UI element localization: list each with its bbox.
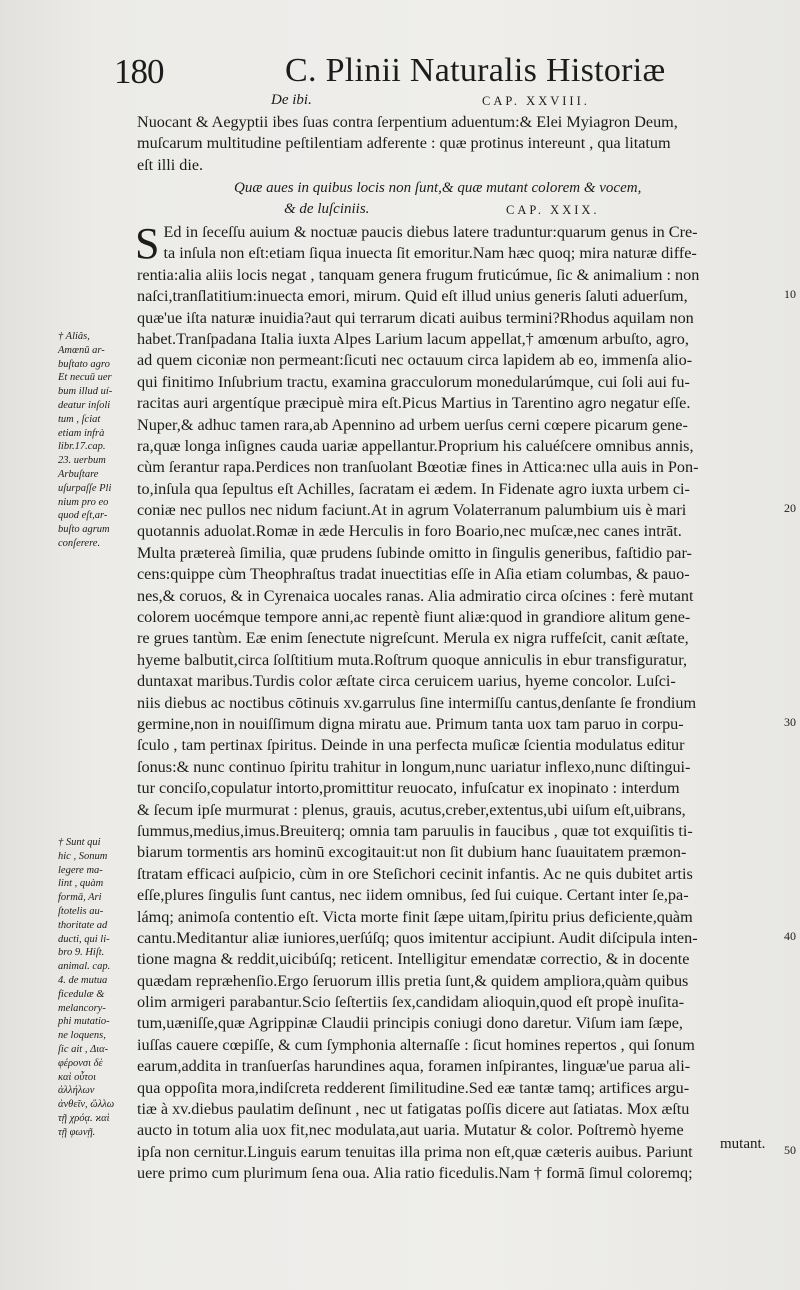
line-number: 10 <box>784 287 796 301</box>
chapter-29-title-line1: Quæ aues in quibus locis non ſunt,& quæ mutant colorem & vocem, <box>234 180 642 196</box>
text-line: eſſe,plures ſingulis ſunt cantus, nec iidem omnibus, ſed ſui cuique. Certant inter ſe,pa- <box>137 886 689 905</box>
text-line: racitas auri argentíque præcipuè mira eſt.Picus Martius in Tarentino agro negatur eſſe. <box>137 394 691 413</box>
chapter-28-title: De ibi. <box>271 92 312 108</box>
note-line: etiam infrà <box>58 427 105 439</box>
text-line: muſcarum multitudine peſtilentiam adferente : quæ protinus intereunt , qua litatum <box>137 134 671 153</box>
text-line: habet.Tranſpadana Italia iuxta Alpes Larium lacum appellat,† amœnum arbuſto, agro, <box>137 329 689 348</box>
text-line: niis diebus ac noctibus cōtinuis xv.garrulus ſine intermiſſu cantus,denſante ſe frondium <box>137 693 697 712</box>
note-line: ἀνθεῖν, ὥλλω <box>58 1099 115 1111</box>
note-line: ſtotelis au- <box>58 905 104 917</box>
text-line: iuſſas cauere cœpiſſe, & cum ſymphonia alternaſſe : ſicut homines repertos , qui ſonum <box>137 1035 695 1054</box>
note-line: ne loquens, <box>58 1030 106 1042</box>
text-line: Multa prætereà ſimilia, quæ prudens ſubinde omitto in ſingulis generibus, faſtidio par- <box>137 543 692 562</box>
text-line: Nuper,& adhuc tamen rara,ab Apennino ad urbem uerſus cerni cœpere picarum gene- <box>137 415 688 434</box>
text-line: tur conciſo,copulatur intorto,promittitur reuocato, infuſcatur ex inopinato : interdum <box>137 779 680 798</box>
text-line: qua oppoſita mora,indiſcreta redderent ſimilitudine.Sed eæ tantæ tamq; artifices argu- <box>137 1078 690 1097</box>
note-line: † Aliâs, <box>58 331 90 342</box>
note-line: lint , quàm <box>58 878 104 890</box>
note-line: Arbuſtare <box>58 468 99 480</box>
text-line: to,inſula qua ſepultus eſt Achilles, ſacratam ei ædem. In Fidenate agro iuxta urbem ci- <box>137 479 690 498</box>
note-line: ducti, qui li- <box>58 933 110 945</box>
note-line: thoritate ad <box>58 919 108 931</box>
note-line: tum , ſciat <box>58 413 101 425</box>
text-line: biarum tormentis ars hominū excogitauit:ut non ſit dubium hanc ſuauitatem præmon- <box>137 843 687 862</box>
note-line: animal. cap. <box>58 961 111 973</box>
text-line: ipſa non cernitur.Linguis earum tenuitas illa prima non eſt,quæ cæteris auibus. Pariunt <box>137 1142 693 1161</box>
text-line: ra,quæ longa inſignes cauda uariæ appellantur.Proprium his caluéſcere omnibus annis, <box>137 436 694 455</box>
text-line: nes,& coruos, & in Cyrenaica uocales ranas. Alia admiratio circa oſcines : ferè mutant <box>137 586 694 605</box>
note-line: conſerere. <box>58 537 101 549</box>
chapter-29-text <box>135 219 777 1185</box>
note-line: ἀλλήλων <box>58 1085 95 1097</box>
text-line: hyeme balbutit,circa ſolſtitium muta.Roſtrum quoque anniculis in ebur transfiguratur, <box>137 650 688 669</box>
text-line: quædam repræhenſio.Ergo ſeruorum illis pretia ſunt,& quidem ampliora,quàm quibus <box>137 971 689 990</box>
note-line: formā, Ari <box>58 892 102 904</box>
text-line: colorem uocémque tempore anni,ac repentè fiunt aliæ:quod in grandiore alitum gene- <box>137 608 691 627</box>
text-line: re grues tantùm. Eæ enim ſenectute nigreſcunt. Merula ex nigra ruffeſcit, canit æſtate, <box>137 629 689 648</box>
text-line: tiæ à xv.diebus paulatim deſinunt , nec ut fatigatas poſſis dicere aut ſatiatas. Mox æſtu <box>137 1100 690 1119</box>
note-line: bum illud uí- <box>58 386 113 398</box>
text-line: Ed in ſeceſſu auium & noctuæ paucis diebus latere traduntur:quarum genus in Cre- <box>163 223 698 241</box>
note-line: deatur inſoli <box>58 399 111 411</box>
note-line: phi mutatio- <box>58 1016 110 1028</box>
note-line: φέρονσι δὲ <box>58 1057 103 1069</box>
text-line: olim armigeri parabantur.Scio ſeſtertiis ſex,candidam alioquin,quod eſt propè inuſita- <box>137 993 685 1012</box>
text-line: uere primo cum plurimum ſena oua. Alia ratio ficedulis.Nam † formā ſimul coloremq; <box>137 1164 693 1183</box>
note-line: καὶ οὗτοι <box>58 1071 97 1083</box>
margin-note-1 <box>58 330 128 551</box>
text-line: earum,addita in tranſuerſas harundines aqua, foramen inſpirantes, linguæ'ue parua ali- <box>137 1057 691 1076</box>
note-line: ſic ait , Δια- <box>58 1043 109 1055</box>
note-line: buſto agrum <box>58 524 110 536</box>
note-line: hic , Sonum <box>58 850 108 862</box>
line-number: 20 <box>784 501 796 515</box>
note-line: † Sunt qui <box>58 837 101 848</box>
text-line: cantu.Meditantur aliæ iuniores,uerſúſq; quos imitentur accipiunt. Audit diſcipula inten- <box>137 928 698 947</box>
text-line: ſonus:& nunc continuo ſpiritu trahitur in longum,nunc uariatur inflexo,nunc diſtingui- <box>137 757 691 776</box>
text-line: quotannis aduolat.Romæ in æde Herculis in foro Boario,nec muſcæ,nec canes intrāt. <box>137 522 682 541</box>
text-line: coniæ nec pullos nec nidum faciunt.At in agrum Volaterranum palumbium uis è mari <box>137 501 687 520</box>
line-number: 40 <box>784 929 796 943</box>
text-line: ta inſula non eſt:etiam ſiqua inuecta ſit emoritur.Nam hæc quoq; mira naturæ diffe- <box>163 244 697 263</box>
line-number: 30 <box>784 715 796 729</box>
note-line: nium pro eo <box>58 496 109 508</box>
note-line: buſtato agro <box>58 358 110 370</box>
note-line: ficedulæ & <box>58 988 105 1000</box>
line-number: 50 <box>784 1143 796 1157</box>
chapter-28-text <box>137 112 777 176</box>
text-line: duntaxat maribus.Turdis color æſtate circa ceruicem uarius, hyeme concolor. Luſci- <box>137 672 676 691</box>
note-line: legere ma- <box>58 864 103 876</box>
note-line: Amœnū ar- <box>58 344 105 356</box>
note-line: uſurpaſſe Pli <box>58 482 112 494</box>
text-line: ſtratam efficaci auſpicio, cùm in ore Steſichori cecinit infantis. Ac ne quis dubitet artis <box>137 864 693 883</box>
note-line: libr.17.cap. <box>58 441 106 453</box>
text-line: aucto in totum alia uox fit,nec modulata,aut uaria. Mutatur & color. Poſtremò hyeme <box>137 1121 684 1140</box>
running-title: C. Plinii Naturalis Historiæ <box>285 52 666 89</box>
note-line: quod eſt,ar- <box>58 510 108 522</box>
note-line: bro 9. Hiſt. <box>58 947 105 959</box>
chapter-28-number: CAP. XXVIII. <box>482 94 590 108</box>
text-line: naſci,tranſlatitium:inuecta emori, mirum. Quid eſt illud unius generis ſaluti aduerſum, <box>137 287 688 306</box>
page-number: 180 <box>114 52 164 91</box>
text-line: lámq; animoſa contentio eſt. Victa morte finit ſæpe uitam,ſpiritu prius deficiente,quàm <box>137 907 693 926</box>
text-line: & ſecum ipſe murmurat : plenus, grauis, acutus,creber,extentus,ubi uiſum eſt,uibrans, <box>137 800 686 819</box>
text-line: eſt illi die. <box>137 155 204 174</box>
text-line: germine,non in nouiſſimum digna miratu aue. Primum tanta uox tam paruo in corpu- <box>137 714 684 733</box>
note-line: 23. uerbum <box>58 455 106 467</box>
note-line: τῇ χρόᾳ. ϰαὶ <box>58 1112 110 1124</box>
note-line: 4. de mutua <box>58 974 108 986</box>
text-line: qui finitimo Inſubrium tractu, examina gracculorum monedularúmque, cui ſoli aui fu- <box>137 372 690 391</box>
text-line: quæ'ue iſta naturæ inuidia?aut qui terrarum dicati auibus termini?Rhodus aquilam non <box>137 308 694 327</box>
text-line: ad quem ciconiæ non permeant:ſicuti nec octauum circa lapidem ab eo, immenſa alio- <box>137 351 693 370</box>
drop-cap: S <box>135 219 160 268</box>
text-line: cens:quippe cùm Theophraſtus tradat inuectitias eſſe in Aſia etiam columbas, & pauo- <box>137 565 690 584</box>
text-line: tum,uæniſſe,quæ Agrippinæ Claudii principis coniugi dono daretur. Viſum iam ſæpe, <box>137 1014 683 1033</box>
page-header <box>100 48 700 92</box>
chapter-29-number: CAP. XXIX. <box>506 203 600 217</box>
note-line: melancory- <box>58 1002 106 1014</box>
text-line: tione magna & reddit,uicibúſq; reticent. Intelligitur emendatæ correctio, & in docente <box>137 950 690 969</box>
text-line: rentia:alia aliis locis negat , tanquam genera frugum fruticúmue, ſic & animalium : non <box>137 265 700 284</box>
note-line: τῇ φωνῇ. <box>58 1126 96 1138</box>
margin-note-2 <box>58 836 128 1140</box>
chapter-29-title-line2: & de luſciniis. <box>284 201 370 217</box>
catchword: mutant. <box>720 1136 766 1152</box>
text-line: ſummus,medius,imus.Breuiterq; omnia tam paruulis in faucibus , quæ tot exquiſitis ti- <box>137 821 693 840</box>
text-line: cùm ſerantur rapa.Perdices non tranſuolant Bœotiæ fines in Attica:nec ulla auis in Pon- <box>137 458 699 477</box>
note-line: Et necuū uer <box>58 372 112 384</box>
text-line: Nuocant & Aegyptii ibes ſuas contra ſerpentium aduentum:& Elei Myiagron Deum, <box>137 113 678 131</box>
text-line: ſculo , tam pertinax ſpiritus. Deinde in una perfecta muſicæ ſcientia modulatus editur <box>137 736 685 755</box>
